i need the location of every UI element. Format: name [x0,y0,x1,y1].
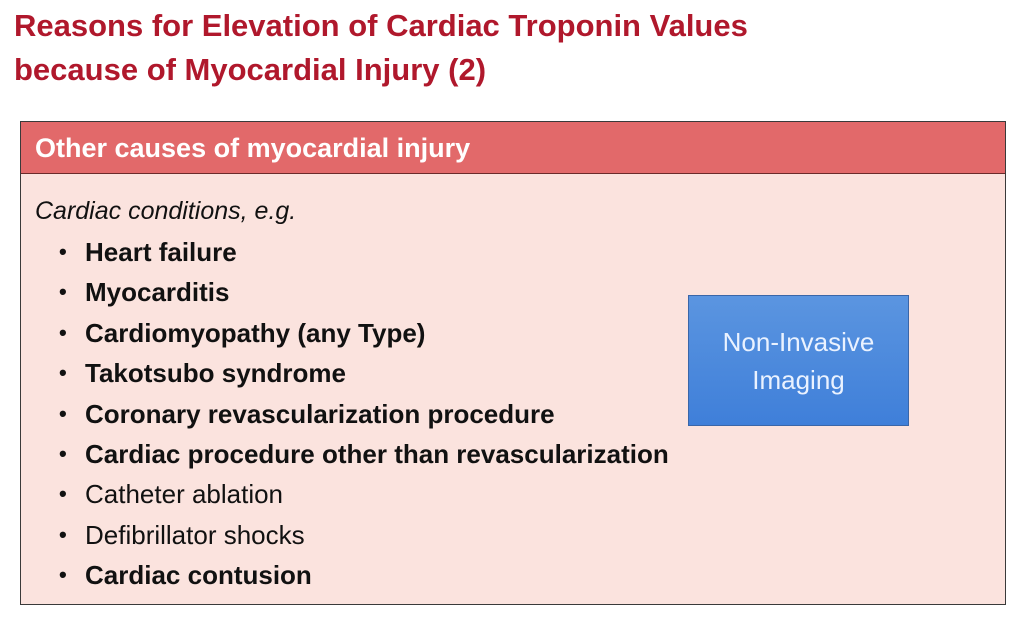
list-item [35,232,1005,272]
bullet-icon: • [59,521,67,547]
non-invasive-imaging-callout [688,295,909,426]
list-item [35,515,1005,555]
list-item-text: Defibrillator shocks [85,519,305,550]
list-item-text: Catheter ablation [85,479,284,510]
bullet-icon: • [59,481,67,507]
list-item [35,434,1005,474]
list-item-text: Myocarditis [85,277,230,308]
slide-title [14,4,994,92]
panel-intro: Cardiac conditions, e.g. [35,197,297,225]
panel-header: Other causes of myocardial injury [21,122,1005,174]
list-item-text: Cardiac procedure other than revascularization [85,439,669,470]
callout-line-2: Imaging [752,364,845,395]
list-item-text: Coronary revascularization procedure [85,398,555,429]
bullet-icon: • [59,319,67,345]
list-item-text: Takotsubo syndrome [85,358,347,389]
bullet-icon: • [59,562,67,588]
bullet-icon: • [59,441,67,467]
list-item [35,474,1005,514]
bullet-icon: • [59,360,67,386]
bullet-icon: • [59,239,67,264]
bullet-icon: • [59,279,67,305]
list-item-text: Cardiac contusion [85,560,312,591]
list-item-text: Heart failure [85,237,237,267]
list-item [35,555,1005,595]
bullet-icon: • [59,400,67,426]
callout-line-1: Non-Invasive [722,326,875,357]
list-item-text: Cardiomyopathy (any Type) [85,317,426,348]
causes-panel [20,121,1006,605]
slide-title-line-1: Reasons for Elevation of Cardiac Troponin Values [14,8,748,43]
panel-body [21,174,1005,596]
slide-title-line-2: because of Myocardial Injury (2) [14,52,487,87]
